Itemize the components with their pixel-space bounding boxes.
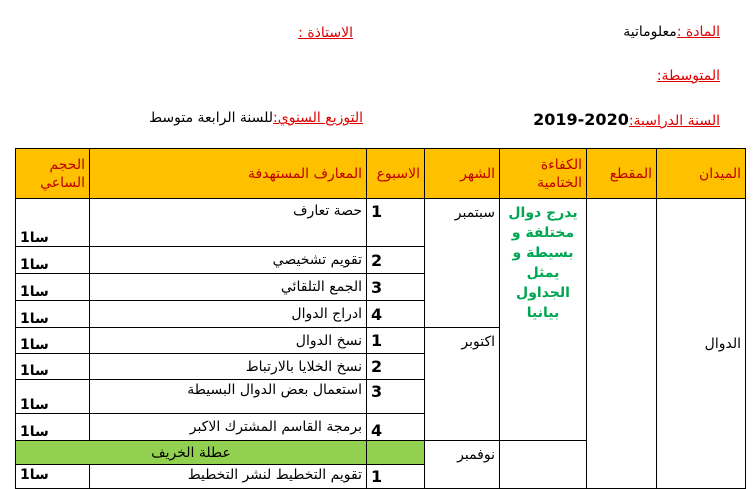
volume-cell: 1سا [16, 328, 90, 354]
header-volume: الحجم الساعي [16, 149, 90, 199]
topic-cell: استعمال بعض الدوال البسيطة [90, 380, 367, 414]
school-label: المتوسطة: [656, 68, 720, 84]
header-competency: الكفاءة الختامية [500, 149, 587, 199]
competency-cell-empty [500, 441, 587, 489]
month-cell-november: نوفمبر [425, 441, 500, 489]
volume-cell: 1سا [16, 301, 90, 328]
topic-cell: برمجة القاسم المشترك الاكبر [90, 414, 367, 441]
break-week-cell [367, 441, 425, 465]
section-cell [587, 199, 657, 489]
topic-cell: تقويم تشخيصي [90, 247, 367, 274]
month-cell-october: اكتوبر [425, 328, 500, 441]
week-cell: 1 [367, 465, 425, 489]
volume-cell: 1سا [16, 274, 90, 301]
volume-cell: 1سا [16, 465, 90, 489]
volume-cell: 1سا [16, 247, 90, 274]
topic-cell: تقويم التخطيط لنشر التخطيط [90, 465, 367, 489]
week-cell: 3 [367, 274, 425, 301]
week-cell: 4 [367, 301, 425, 328]
week-cell: 1 [367, 328, 425, 354]
volume-cell: 1سا [16, 380, 90, 414]
topic-cell: حصة تعارف [90, 199, 367, 247]
topic-cell: نسخ الدوال [90, 328, 367, 354]
header-domain: الميدان [657, 149, 746, 199]
competency-cell: يدرج دوال مختلفة و بسيطة و يمثل الجداول بيانيا [500, 199, 587, 441]
plan-label: التوزيع السنوي: [273, 110, 363, 126]
teacher-label: الاستاذة : [298, 25, 353, 41]
distribution-table [15, 148, 746, 489]
week-cell: 1 [367, 199, 425, 247]
plan-value: للسنة الرابعة متوسط [149, 110, 274, 126]
volume-cell: 1سا [16, 414, 90, 441]
subject-line [623, 24, 720, 40]
week-cell: 2 [367, 354, 425, 380]
week-cell: 2 [367, 247, 425, 274]
header-month: الشهر [425, 149, 500, 199]
topic-cell: ادراج الدوال [90, 301, 367, 328]
subject-value: معلوماتية [623, 24, 677, 40]
table-row [16, 199, 746, 247]
header-section: المقطع [587, 149, 657, 199]
plan-line [149, 110, 363, 126]
week-cell: 4 [367, 414, 425, 441]
header-week: الاسبوع [367, 149, 425, 199]
year-line [533, 110, 720, 129]
domain-cell: الدوال [657, 199, 746, 489]
topic-cell: نسخ الخلايا بالارتباط [90, 354, 367, 380]
autumn-break-label: عطلة الخريف [16, 441, 367, 465]
topic-cell: الجمع التلقائي [90, 274, 367, 301]
header-topics: المعارف المستهدفة [90, 149, 367, 199]
volume-cell: 1سا [16, 199, 90, 247]
subject-label: المادة : [676, 24, 720, 40]
volume-cell: 1سا [16, 354, 90, 380]
month-cell-september: سبتمبر [425, 199, 500, 328]
year-label: السنة الدراسية: [628, 113, 720, 129]
year-value: 2019-2020 [533, 110, 629, 129]
table-header-row [16, 149, 746, 199]
week-cell: 3 [367, 380, 425, 414]
